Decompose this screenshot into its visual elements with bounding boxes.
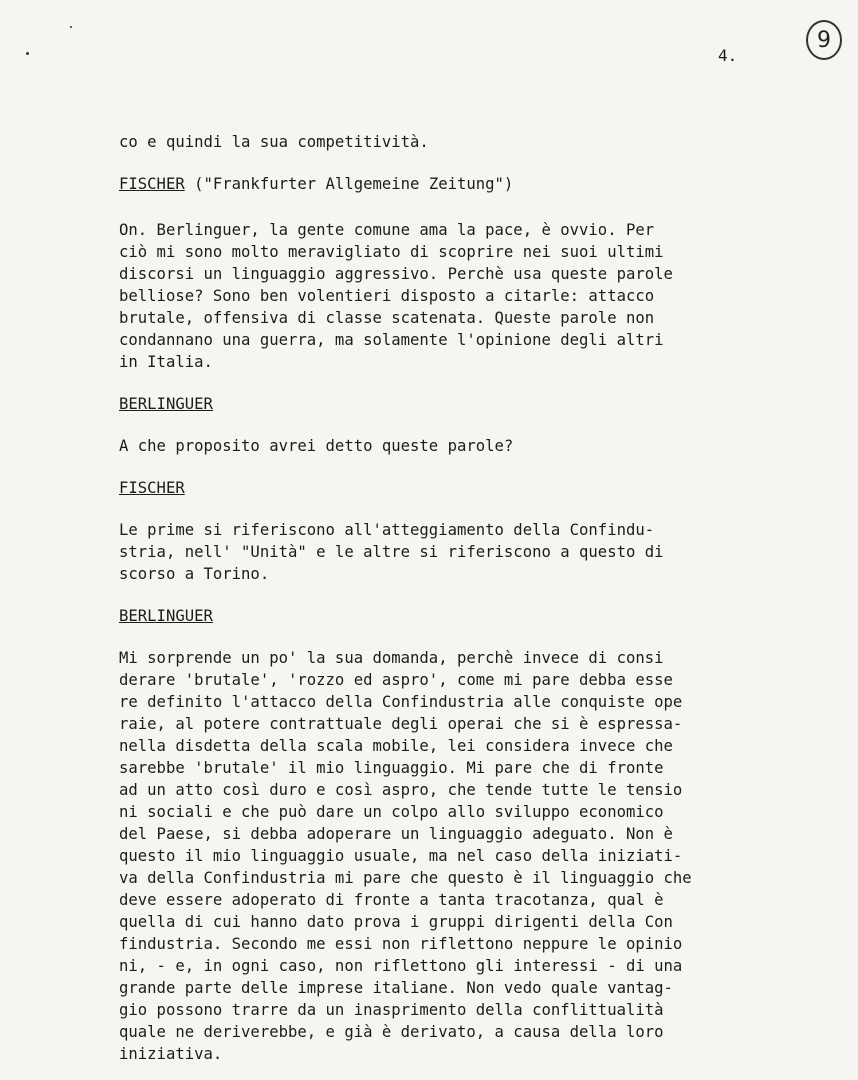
text-line: grande parte delle imprese italiane. Non vedo quale vantag- [119,979,673,997]
text-line: gio possono trarre da un inasprimento della conflittualità [119,1001,664,1019]
text-line: re definito l'attacco della Confindustria alle conquiste ope [119,693,683,711]
text-line: deve essere adoperato di fronte a tanta tracotanza, qual è [119,891,664,909]
paragraph [119,219,809,373]
speaker-row [119,477,809,499]
text-line: questo il mio linguaggio usuale, ma nel caso della iniziati- [119,847,683,865]
text-line: discorsi un linguaggio aggressivo. Perchè usa queste parole [119,265,673,283]
page-number: 4. [718,46,738,65]
text-line: A che proposito avrei detto queste parole? [119,437,514,455]
text-line: brutale, offensiva di classe scatenata. Queste parole non [119,309,655,327]
text-line: ni, - e, in ogni caso, non riflettono gli interessi - di una [119,957,683,975]
text-line: stria, nell' "Unità" e le altre si riferiscono a questo di [119,543,664,561]
speaker-name: FISCHER [119,479,185,497]
speaker-row [119,173,809,195]
text-line: condannano una guerra, ma solamente l'opinione degli altri [119,331,664,349]
ink-speck [70,26,72,28]
text-line: quella di cui hanno dato prova i gruppi dirigenti della Con [119,913,673,931]
ink-speck [26,52,29,55]
text-line: Le prime si riferiscono all'atteggiamento della Confindu- [119,521,655,539]
text-line: va della Confindustria mi pare che questo è il linguaggio che [119,869,692,887]
text-line: raie, al potere contrattuale degli operai che si è espressa- [119,715,683,733]
text-line: ad un atto così duro e così aspro, che tende tutte le tensio [119,781,683,799]
text-line: ciò mi sono molto meravigliato di scoprire nei suoi ultimi [119,243,664,261]
speaker-affiliation: ("Frankfurter Allgemeine Zeitung") [184,175,514,193]
text-line: co e quindi la sua competitività. [119,133,429,151]
paragraph [119,519,809,585]
speaker-row [119,605,809,627]
text-line: findustria. Secondo me essi non riflettono neppure le opinio [119,935,683,953]
transcript-body [119,131,809,1065]
speaker-name: BERLINGUER [119,607,213,625]
text-line: scorso a Torino. [119,565,270,583]
text-line: quale ne deriverebbe, e già è derivato, a causa della loro [119,1023,664,1041]
text-line: derare 'brutale', 'rozzo ed aspro', come mi pare debba esse [119,671,673,689]
text-line: sarebbe 'brutale' il mio linguaggio. Mi pare che di fronte [119,759,664,777]
speaker-row [119,393,809,415]
text-line: belliose? Sono ben volentieri disposto a citarle: attacco [119,287,655,305]
text-line: Mi sorprende un po' la sua domanda, perchè invece di consi [119,649,664,667]
speaker-name: FISCHER [119,175,185,193]
text-line: ni sociali e che può dare un colpo allo sviluppo economico [119,803,664,821]
text-line: On. Berlinguer, la gente comune ama la pace, è ovvio. Per [119,221,655,239]
text-line: nella disdetta della scala mobile, lei considera invece che [119,737,673,755]
page-stamp [806,20,842,60]
text-line: in Italia. [119,353,213,371]
speaker-name: BERLINGUER [119,395,213,413]
paragraph [119,647,809,1065]
stamp-number: 9 [817,27,831,53]
text-line: del Paese, si debba adoperare un linguaggio adeguato. Non è [119,825,673,843]
text-line: iniziativa. [119,1045,223,1063]
